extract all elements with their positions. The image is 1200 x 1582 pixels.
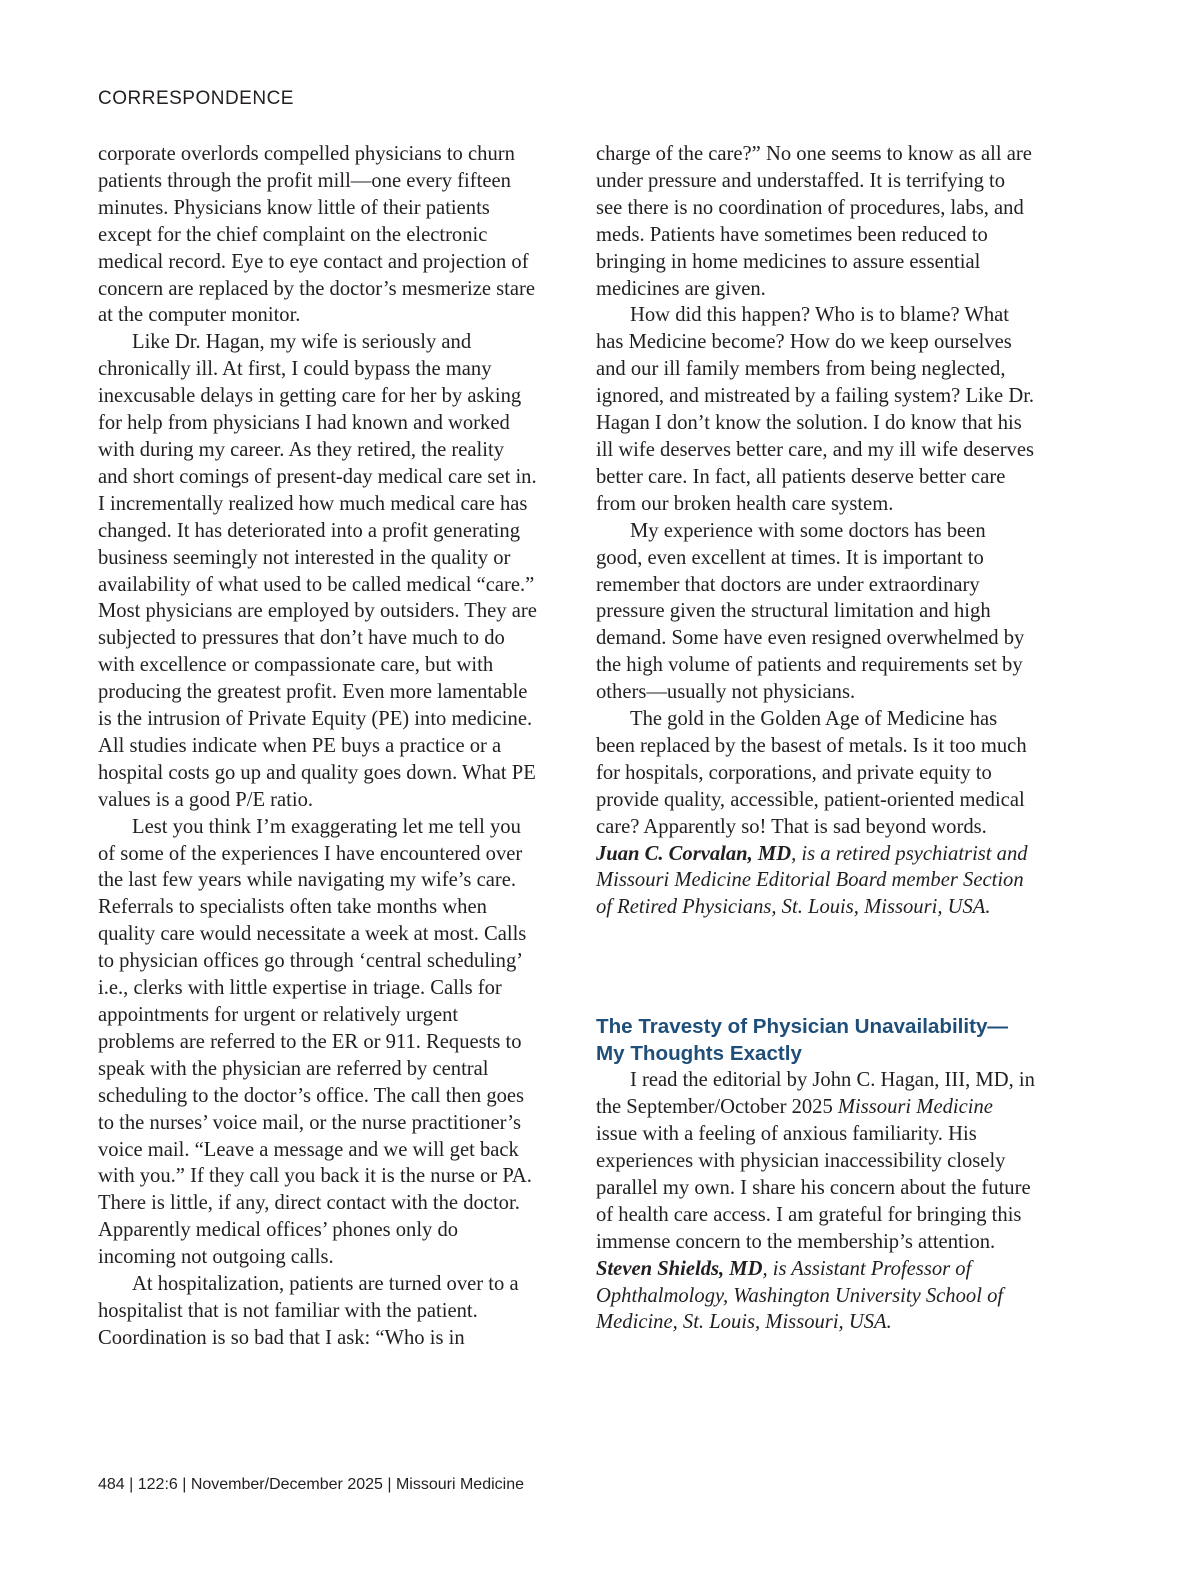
author-name: Juan C. Corvalan, MD	[596, 842, 792, 865]
paragraph: corporate overlords compelled physicians to churn patients through the profit mill—one every fifteen minutes. Physicians know little of their patients except for the chief complaint on the electronic medical record. Eye to eye contact and projection of concern are replaced by the doctor’s mesmerize stare at the computer monitor.	[98, 143, 536, 327]
paragraph: The gold in the Golden Age of Medicine has been replaced by the basest of metals. Is it too much for hospitals, corporations, and private equity to provide quality, accessible, patient-oriented medical care? Apparently so! That is sad beyond words.	[596, 708, 1027, 838]
left-column	[98, 141, 538, 1352]
paragraph-text: I read the editorial by John C. Hagan, III, MD, in the September/October 2025	[596, 1069, 1035, 1119]
paragraph: Like Dr. Hagan, my wife is seriously and chronically ill. At first, I could bypass the many inexcusable delays in getting care for her by asking for help from physicians I had known and worked with during my career. As they retired, the reality and short comings of present-day medical care set in. I incrementally realized how much medical care has changed. It has deteriorated into a profit generating business seemingly not interested in the quality or availability of what used to be called medical “care.” Most physicians are employed by outsiders. They are subjected to pressures that don’t have much to do with excellence or compassionate care, but with producing the greatest profit. Even more lamentable is the intrusion of Private Equity (PE) into medicine. All studies indicate when PE buys a practice or a hospital costs go up and quality goes down. What PE values is a good P/E ratio.	[98, 331, 537, 811]
page-footer: 484 | 122:6 | November/December 2025 | Missouri Medicine	[98, 1476, 525, 1493]
paragraph: My experience with some doctors has been good, even excellent at times. It is important to remember that doctors are under extraordinary pressure given the structural limitation and high demand. Some have even resigned overwhelmed by the high volume of patients and requirements set by others—usually not physicians.	[596, 519, 1025, 704]
right-column	[596, 141, 1036, 1336]
author-bio: , is Assistant Professor of Ophthalmology, Washington University School of Medicine, St. Louis, Missouri, USA.	[596, 1257, 1004, 1334]
author-signature	[596, 841, 1036, 922]
paragraph: charge of the care?” No one seems to know as all are under pressure and understaffed. It is terrifying to see there is no coordination of procedures, labs, and meds. Patients have sometimes been reduced to bringing in home medicines to assure essential medicines are given.	[596, 143, 1032, 300]
author-bio: , is a retired psychiatrist and Missouri Medicine Editorial Board member Section of Retired Physicians, St. Louis, Missouri, USA.	[596, 842, 1028, 919]
author-name: Steven Shields, MD	[596, 1257, 763, 1280]
paragraph: Lest you think I’m exaggerating let me tell you of some of the experiences I have encountered over the last few years while navigating my wife’s care. Referrals to specialists often take months when quality care would necessitate a week at most. Calls to physician offices go through ‘central scheduling’ i.e., clerks with little expertise in triage. Calls for appointments for urgent or relatively urgent problems are referred to the ER or 911. Requests to speak with the physician are referred by central scheduling to the doctor’s office. The call then goes to the nurses’ voice mail, or the nurse practitioner’s voice mail. “Leave a message and we will get back with you.” If they call you back it is the nurse or PA. There is little, if any, direct contact with the doctor. Apparently medical offices’ phones only do incoming not outgoing calls.	[98, 815, 532, 1269]
paragraph: At hospitalization, patients are turned over to a hospitalist that is not familiar with the patient. Coordination is so bad that I ask: “Who is in	[98, 1273, 519, 1349]
author-signature	[596, 1256, 1036, 1337]
journal-title: Missouri Medicine	[837, 1096, 993, 1119]
section-label: CORRESPONDENCE	[98, 88, 294, 109]
paragraph-text: issue with a feeling of anxious familiarity. His experiences with physician inaccessibility closely parallel my own. I share his concern about the future of health care access. I am grateful for bringing this immense concern to the membership’s attention.	[596, 1123, 1031, 1253]
paragraph: How did this happen? Who is to blame? What has Medicine become? How do we keep ourselves and our ill family members from being neglected, ignored, and mistreated by a failing system? Like Dr. Hagan I don’t know the solution. I do know that his ill wife deserves better care, and my ill wife deserves better care. In fact, all patients deserve better care from our broken health care system.	[596, 304, 1035, 515]
paragraph	[596, 1067, 1036, 1255]
letter-heading: The Travesty of Physician Unavailability— My Thoughts Exactly	[596, 1015, 1009, 1066]
